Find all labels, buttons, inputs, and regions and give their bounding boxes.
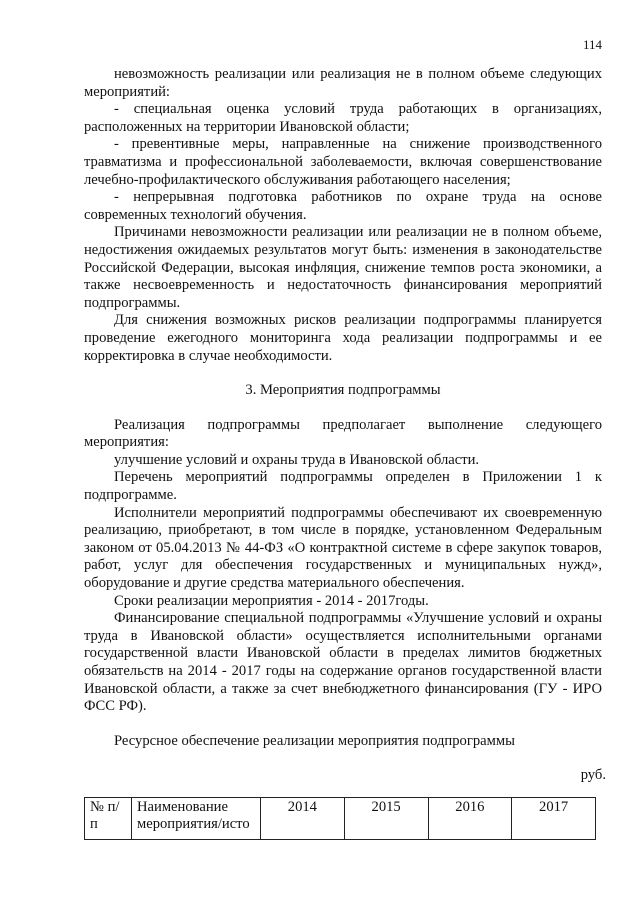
paragraph: Финансирование специальной подпрограммы «Улучшение условий и охраны труда в Ивановской области» осуществляется исполнительными органами государственной власти Ивановской области в пределах лимитов бюджетных обязательств на 2014 - 2017 годы на содержание органов государственной власти Ивановской области, а также за счет внебюджетного финансирования (ГУ - ИРО ФСС РФ).	[84, 610, 602, 715]
resource-table	[84, 797, 596, 840]
document-body	[84, 66, 606, 785]
paragraph: Перечень мероприятий подпрограммы определен в Приложении 1 к подпрограмме.	[84, 469, 602, 504]
paragraph: - превентивные меры, направленные на снижение производственного травматизма и профессиональной заболеваемости, включая совершенствование лечебно-профилактического обслуживания работающего населения;	[84, 136, 602, 188]
header-cell-2015: 2015	[344, 798, 428, 840]
paragraph: невозможность реализации или реализация не в полном объеме следующих мероприятий:	[84, 66, 602, 100]
table-header-row	[85, 798, 596, 840]
paragraph: - специальная оценка условий труда работающих в организациях, расположенных на территории Ивановской области;	[84, 101, 602, 135]
header-cell-number: № п/п	[85, 798, 132, 840]
currency-unit: руб.	[580, 767, 606, 784]
paragraph: Сроки реализации мероприятия - 2014 - 2017годы.	[114, 592, 429, 609]
paragraph: Исполнители мероприятий подпрограммы обеспечивают их своевременную реализацию, приобретают, в том числе в порядке, установленном Федеральным законом от 05.04.2013 № 44-ФЗ «О контрактной системе в сфере закупок товаров, работ, услуг для обеспечения государственных и муниципальных нужд», оборудование и другие средства материального обеспечения.	[84, 504, 602, 592]
paragraph: Реализация подпрограммы предполагает выполнение следующего мероприятия:	[84, 416, 602, 451]
table-caption: Ресурсное обеспечение реализации мероприятия подпрограммы	[114, 732, 515, 749]
page-number: 114	[582, 37, 602, 52]
header-cell-name: Наименование мероприятия/исто	[132, 798, 261, 840]
section-heading: 3. Мероприятия подпрограммы	[245, 382, 441, 399]
paragraph: - непрерывная подготовка работников по охране труда на основе современных технологий обучения.	[84, 189, 602, 223]
header-cell-2014: 2014	[261, 798, 345, 840]
paragraph: Причинами невозможности реализации или реализации не в полном объеме, недостижения ожидаемых результатов могут быть: изменения в законодательстве Российской Федерации, высокая инфляция, снижение темпов роста экономики, а также несвоевременность и недостаточность финансирования мероприятий подпрограммы.	[84, 224, 602, 311]
paragraph: улучшение условий и охраны труда в Ивановской области.	[114, 451, 480, 468]
paragraph: Для снижения возможных рисков реализации подпрограммы планируется проведение ежегодного мониторинга хода реализации подпрограммы и ее корректировка в случае необходимости.	[84, 312, 602, 364]
header-cell-2017: 2017	[512, 798, 596, 840]
header-cell-2016: 2016	[428, 798, 512, 840]
